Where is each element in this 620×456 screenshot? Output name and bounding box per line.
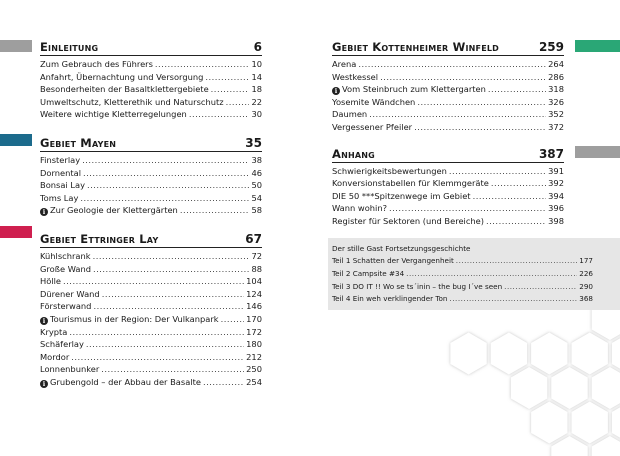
toc-entry-page: 264 [548,59,564,69]
dot-leader [87,179,249,192]
toc-entry-page: 170 [246,313,262,324]
dot-leader [93,300,244,313]
toc-entry-page: 30 [251,109,262,120]
toc-entry-label: Arena [332,59,357,69]
dot-leader [80,192,249,205]
toc-entry-page: 226 [579,268,593,278]
toc-entry-page: 392 [548,178,564,189]
dot-leader [71,351,244,364]
dot-leader [456,255,577,268]
dot-leader [504,281,577,294]
dot-leader [226,96,250,109]
section-heading [40,232,262,248]
toc-entry-page: 254 [246,376,262,387]
toc-entry [40,192,262,205]
toc-entry [332,96,564,109]
toc-entry [332,71,564,84]
toc-entry [40,300,262,313]
toc-entry-page: 372 [548,121,564,132]
dot-leader [102,288,244,301]
toc-entry-label: Teil 4 Ein weh verklingender Ton [332,294,448,304]
hexagon-shape [551,367,587,409]
toc-entry-label: Mordor [40,351,70,362]
dot-leader [369,108,546,121]
dot-leader [83,167,249,180]
dot-leader [491,177,546,190]
toc-entry-page: 50 [251,180,262,191]
toc-entry [40,275,262,288]
dot-leader [189,108,250,121]
section-mayen [40,136,262,217]
toc-entry-page: 14 [251,71,262,82]
info-icon: i [40,380,48,388]
dot-leader [389,202,546,215]
toc-entry-page: 396 [548,203,564,214]
toc-entry [40,179,262,192]
hexagon-shape [572,333,608,375]
toc-entry [40,250,262,263]
toc-entry-page: 286 [548,71,564,82]
toc-entry-label: Toms Lay [40,192,79,203]
dot-leader [406,268,577,281]
dot-leader [86,338,244,351]
info-icon: i [40,317,48,325]
section-heading [332,147,564,163]
toc-entry-label: Große Wand [40,263,91,274]
toc-entry-label: Umweltschutz, Kletterethik und Naturschutz [40,96,224,107]
hexagon-shape [612,333,620,375]
section-heading [40,40,262,56]
hexagon-shape [531,333,567,375]
toc-entry-label: Yosemite Wändchen [332,96,416,107]
toc-entry [40,313,262,326]
toc-entry-page: 124 [246,288,262,299]
toc-entry-label: Teil 2 Campsite #34 [332,268,405,278]
toc-entry [332,255,593,268]
section-heading [332,40,564,56]
hexagon-shape [612,402,620,444]
hexagon-shape [592,305,620,340]
dot-leader [101,363,244,376]
toc-entry-label: Finsterlay [40,154,81,165]
section-kottenheimer [332,40,564,134]
hexagon-pattern-decoration [400,305,620,456]
section-page: 67 [245,231,262,246]
dot-leader [358,58,546,71]
toc-entry-label: Konversionstabellen für Klemmgeräte [332,178,489,189]
info-icon: i [40,208,48,216]
toc-entry [40,108,262,121]
section-ettringer [40,232,262,389]
toc-entry-label: DIE 50 ***Spitzenwege im Gebiet [332,190,471,201]
toc-entry-label: Weitere wichtige Kletterregelungen [40,109,187,120]
toc-entry [332,121,564,134]
toc-entry-label: Teil 1 Schatten der Vergangenheit [332,256,454,265]
toc-entry-label: Schwierigkeitsbewertungen [332,165,447,176]
toc-entry [40,58,262,71]
toc-entry [332,165,564,178]
section-title: Anhang [332,146,375,161]
toc-entry-page: 172 [246,326,262,337]
dot-leader [211,83,250,96]
hexagon-shape [491,333,527,375]
toc-entry-label: Kühlschrank [40,250,91,261]
toc-entry-label: Dürener Wand [40,288,100,299]
toc-entry [40,288,262,301]
toc-entry [40,71,262,84]
section-tab-mayen [0,134,32,146]
toc-entry-page: 326 [548,96,564,107]
toc-entry-label: Försterwand [40,301,92,312]
section-tab-ettringer [0,226,32,238]
info-icon: i [332,87,340,95]
toc-entry [332,190,564,203]
hexagon-shape [511,367,547,409]
toc-entry-page: 391 [548,165,564,176]
section-title: Gebiet Kottenheimer Winfeld [332,40,500,54]
dot-leader [221,313,245,326]
toc-entry-page: 394 [548,190,564,201]
section-anhang [332,147,564,228]
hexagon-shape [572,402,608,444]
hexagon-shape [450,333,486,375]
toc-entry-label: Zur Geologie der Klettergärten [50,205,178,216]
toc-entry-page: 146 [246,301,262,312]
toc-entry-label: Zum Gebrauch des Führers [40,59,153,69]
toc-entry-page: 398 [548,215,564,226]
toc-entry-page: 88 [251,263,262,274]
toc-entry-label: Anfahrt, Übernachtung und Versorgung [40,71,204,82]
toc-entry-page: 72 [251,250,262,261]
toc-entry-label: Hölle [40,276,62,287]
section-page: 6 [253,40,262,54]
toc-entry-page: 180 [246,339,262,350]
toc-entry [40,167,262,180]
toc-entry-page: 10 [251,59,262,69]
toc-entry [40,376,262,389]
dot-leader [203,376,244,389]
toc-entry-label: Grubengold – der Abbau der Basalte [50,376,201,387]
toc-entry-label: Westkessel [332,71,379,82]
dot-leader [69,326,244,339]
toc-entry [40,83,262,96]
toc-entry-page: 46 [251,167,262,178]
toc-entry-page: 177 [579,256,593,265]
toc-entry [40,338,262,351]
toc-entry [332,293,593,306]
toc-entry-label: Register für Sektoren (und Bereiche) [332,215,485,226]
toc-entry-label: Besonderheiten der Basaltklettergebiete [40,84,209,95]
section-einleitung [40,40,262,121]
section-title: Einleitung [40,40,99,54]
toc-entry-label: Dornental [40,167,81,178]
dot-leader [93,263,249,276]
toc-entry-label: Krypta [40,326,68,337]
toc-entry [332,202,564,215]
toc-left-column [40,40,262,388]
toc-entry [332,281,593,294]
toc-entry [40,363,262,376]
section-title: Gebiet Ettringer Lay [40,231,159,246]
toc-entry-page: 18 [251,84,262,95]
toc-entry [40,154,262,167]
toc-entry-page: 212 [246,351,262,362]
toc-entry-label: Daumen [332,109,368,120]
dot-leader [155,58,250,71]
toc-entry-page: 38 [251,154,262,165]
toc-entry [40,96,262,109]
toc-entry [332,177,564,190]
toc-entry-page: 22 [251,96,262,107]
hexagon-shape [531,402,567,444]
section-tab-kottenheimer [575,40,620,52]
dot-leader [473,190,547,203]
toc-entry [40,204,262,217]
toc-entry-label: Teil 3 DO IT !! Wo se ts´inin – the bug I´ve seen [332,281,503,291]
toc-entry-label: Vergessener Pfeiler [332,121,413,132]
dot-leader [417,96,546,109]
dot-leader [380,71,546,84]
toc-entry [40,326,262,339]
toc-entry-label: Lonnenbunker [40,364,100,375]
toc-entry-label: Schäferlay [40,339,84,350]
toc-entry [332,108,564,121]
hexagon-shape [592,367,620,409]
toc-entry-page: 54 [251,192,262,203]
section-title: Gebiet Mayen [40,135,117,150]
toc-entry-label: Wann wohin? [332,203,387,214]
toc-entry-label: Tourismus in der Region: Der Vulkanpark [50,313,219,324]
toc-entry [40,351,262,364]
toc-entry [40,263,262,276]
toc-entry [332,215,564,228]
dot-leader [449,293,577,306]
section-page: 259 [538,40,564,54]
toc-entry [332,268,593,281]
section-page: 35 [245,135,262,150]
section-tab-einleitung [0,40,32,52]
dot-leader [82,154,249,167]
toc-entry-page: 290 [579,281,593,291]
toc-entry [332,83,564,96]
toc-entry-page: 318 [548,84,564,95]
dot-leader [180,204,250,217]
dot-leader [93,250,250,263]
toc-entry [332,58,564,71]
dot-leader [414,121,546,134]
dot-leader [449,165,546,178]
toc-entry-label: Bonsai Lay [40,180,85,191]
dot-leader [488,83,546,96]
section-page: 387 [538,146,564,161]
toc-entry-page: 368 [579,294,593,304]
dot-leader [486,215,546,228]
toc-entry-label: Vom Steinbruch zum Klettergarten [342,84,486,95]
section-heading [40,136,262,152]
toc-entry-page: 250 [246,364,262,375]
toc-entry-page: 352 [548,109,564,120]
story-title: Der stille Gast Fortsetzungsgeschichte [332,244,471,253]
toc-entry-page: 104 [246,276,262,287]
dot-leader [63,275,244,288]
toc-entry-page: 58 [251,205,262,216]
story-box [328,238,620,310]
section-tab-anhang [575,146,620,158]
toc-right-column [332,40,564,228]
dot-leader [205,71,249,84]
